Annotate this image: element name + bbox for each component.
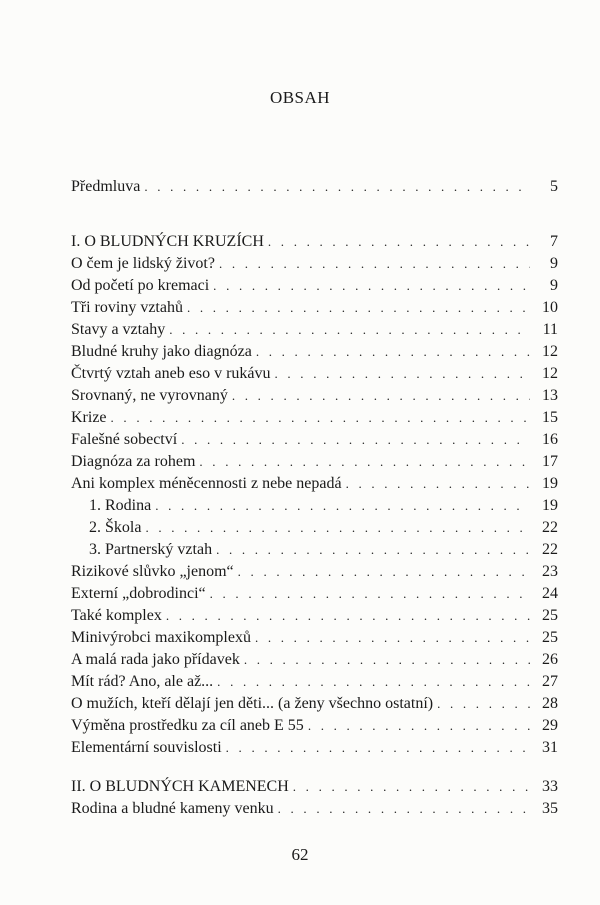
toc-entry-page: 7: [550, 233, 558, 250]
toc-entry-title: A malá rada jako přídavek: [71, 651, 240, 668]
toc-entry-page: 13: [542, 387, 558, 404]
toc-entry: [71, 473, 558, 495]
toc-entry: [71, 231, 558, 253]
toc-entry-title: Předmluva: [71, 178, 141, 195]
toc-entry-title: Čtvrtý vztah aneb eso v rukávu: [71, 365, 271, 382]
dot-leader: [346, 473, 530, 495]
toc-entry-title: O čem je lidský život?: [71, 255, 215, 272]
dot-leader: [256, 341, 530, 363]
toc-entry-title: 3. Partnerský vztah: [89, 541, 213, 558]
toc-entry-page: 15: [542, 409, 558, 426]
toc-entry: [71, 776, 558, 798]
toc-entry-title: Bludné kruhy jako diagnóza: [71, 343, 252, 360]
toc-entry-page: 22: [542, 519, 558, 536]
toc-entry-page: 29: [542, 717, 558, 734]
dot-leader: [181, 429, 530, 451]
dot-leader: [169, 319, 530, 341]
toc-entry-page: 5: [550, 178, 558, 195]
dot-leader: [308, 715, 530, 737]
toc-entry-title: II. O BLUDNÝCH KAMENECH: [71, 778, 289, 795]
toc-entry-title: I. O BLUDNÝCH KRUZÍCH: [71, 233, 264, 250]
toc-entry-page: 27: [542, 673, 558, 690]
toc-entry-page: 35: [542, 800, 558, 817]
toc-entry-title: Minivýrobci maxikomplexů: [71, 629, 251, 646]
dot-leader: [199, 451, 530, 473]
toc-entry-page: 11: [542, 321, 558, 338]
toc-entry: [71, 363, 558, 385]
toc-entry-page: 22: [542, 541, 558, 558]
toc-part-1: [71, 231, 558, 759]
toc-entry: [71, 341, 558, 363]
toc-entry: [71, 583, 558, 605]
toc-entry-title: Falešné sobectví: [71, 431, 178, 448]
toc-entry-title: Rizikové slůvko „jenom“: [71, 563, 234, 580]
toc-entry-page: 19: [542, 497, 558, 514]
toc-entry: [71, 561, 558, 583]
toc-entry: [71, 385, 558, 407]
toc-entry-page: 26: [542, 651, 558, 668]
toc-entry-title: Také komplex: [71, 607, 162, 624]
toc-entry: [71, 253, 558, 275]
toc-entry-title: Elementární souvislosti: [71, 739, 222, 756]
toc-entry-title: 1. Rodina: [89, 497, 152, 514]
page-number: 62: [291, 845, 309, 864]
toc-entry-title: Od početí po kremaci: [71, 277, 210, 294]
toc-entry-title: Výměna prostředku za cíl aneb E 55: [71, 717, 304, 734]
toc-entry: [71, 798, 558, 820]
dot-leader: [210, 583, 530, 605]
toc-entry-title: Stavy a vztahy: [71, 321, 166, 338]
toc-preface: [71, 176, 558, 198]
dot-leader: [166, 605, 530, 627]
toc-entry: [71, 627, 558, 649]
toc-entry: [71, 495, 558, 517]
toc-entry-title: Srovnaný, ne vyrovnaný: [71, 387, 228, 404]
dot-leader: [111, 407, 530, 429]
toc-entry-page: 12: [542, 365, 558, 382]
toc-entry: [71, 671, 558, 693]
toc-entry-title: O mužích, kteří dělají jen děti... (a ženy všechno ostatní): [71, 695, 434, 712]
toc-entry-page: 33: [542, 778, 558, 795]
toc-entry-title: 2. Škola: [89, 519, 142, 536]
dot-leader: [226, 737, 530, 759]
toc-entry: [71, 407, 558, 429]
toc-entry-title: Mít rád? Ano, ale až...: [71, 673, 214, 690]
dot-leader: [187, 297, 530, 319]
dot-leader: [213, 275, 530, 297]
toc-entry-page: 9: [550, 255, 558, 272]
dot-leader: [278, 798, 530, 820]
toc-entry-page: 24: [542, 585, 558, 602]
toc-entry-title: Rodina a bludné kameny venku: [71, 800, 274, 817]
toc-entry-page: 25: [542, 629, 558, 646]
dot-leader: [216, 539, 530, 561]
toc-entry: [71, 297, 558, 319]
dot-leader: [145, 517, 530, 539]
toc-entry: [71, 649, 558, 671]
toc-entry-page: 23: [542, 563, 558, 580]
toc-entry: [71, 539, 558, 561]
dot-leader: [437, 693, 530, 715]
toc-entry: [71, 176, 558, 198]
toc-entry-title: Ani komplex méněcennosti z nebe nepadá: [71, 475, 342, 492]
dot-leader: [275, 363, 531, 385]
dot-leader: [255, 627, 530, 649]
dot-leader: [268, 231, 530, 253]
dot-leader: [293, 776, 530, 798]
dot-leader: [155, 495, 530, 517]
toc-entry-page: 17: [542, 453, 558, 470]
toc-entry: [71, 451, 558, 473]
toc-part-2: [71, 776, 558, 820]
toc-entry-title: Tři roviny vztahů: [71, 299, 183, 316]
toc-entry-page: 12: [542, 343, 558, 360]
toc-entry-title: Externí „dobrodinci“: [71, 585, 206, 602]
toc-entry: [71, 715, 558, 737]
dot-leader: [219, 253, 530, 275]
toc-entry-page: 9: [550, 277, 558, 294]
toc-entry: [71, 275, 558, 297]
toc-entry: [71, 319, 558, 341]
toc-entry-title: Diagnóza za rohem: [71, 453, 196, 470]
toc-entry: [71, 517, 558, 539]
toc-entry-page: 10: [542, 299, 558, 316]
toc-entry: [71, 429, 558, 451]
toc-entry-page: 19: [542, 475, 558, 492]
toc-entry: [71, 605, 558, 627]
toc-entry-page: 28: [542, 695, 558, 712]
toc-entry-page: 25: [542, 607, 558, 624]
toc-entry: [71, 693, 558, 715]
dot-leader: [144, 176, 530, 198]
toc-entry-title: Krize: [71, 409, 107, 426]
dot-leader: [232, 385, 530, 407]
toc-entry: [71, 737, 558, 759]
toc-entry-page: 16: [542, 431, 558, 448]
dot-leader: [238, 561, 530, 583]
page-title: OBSAH: [269, 88, 331, 107]
dot-leader: [244, 649, 530, 671]
toc-entry-page: 31: [542, 739, 558, 756]
dot-leader: [217, 671, 530, 693]
